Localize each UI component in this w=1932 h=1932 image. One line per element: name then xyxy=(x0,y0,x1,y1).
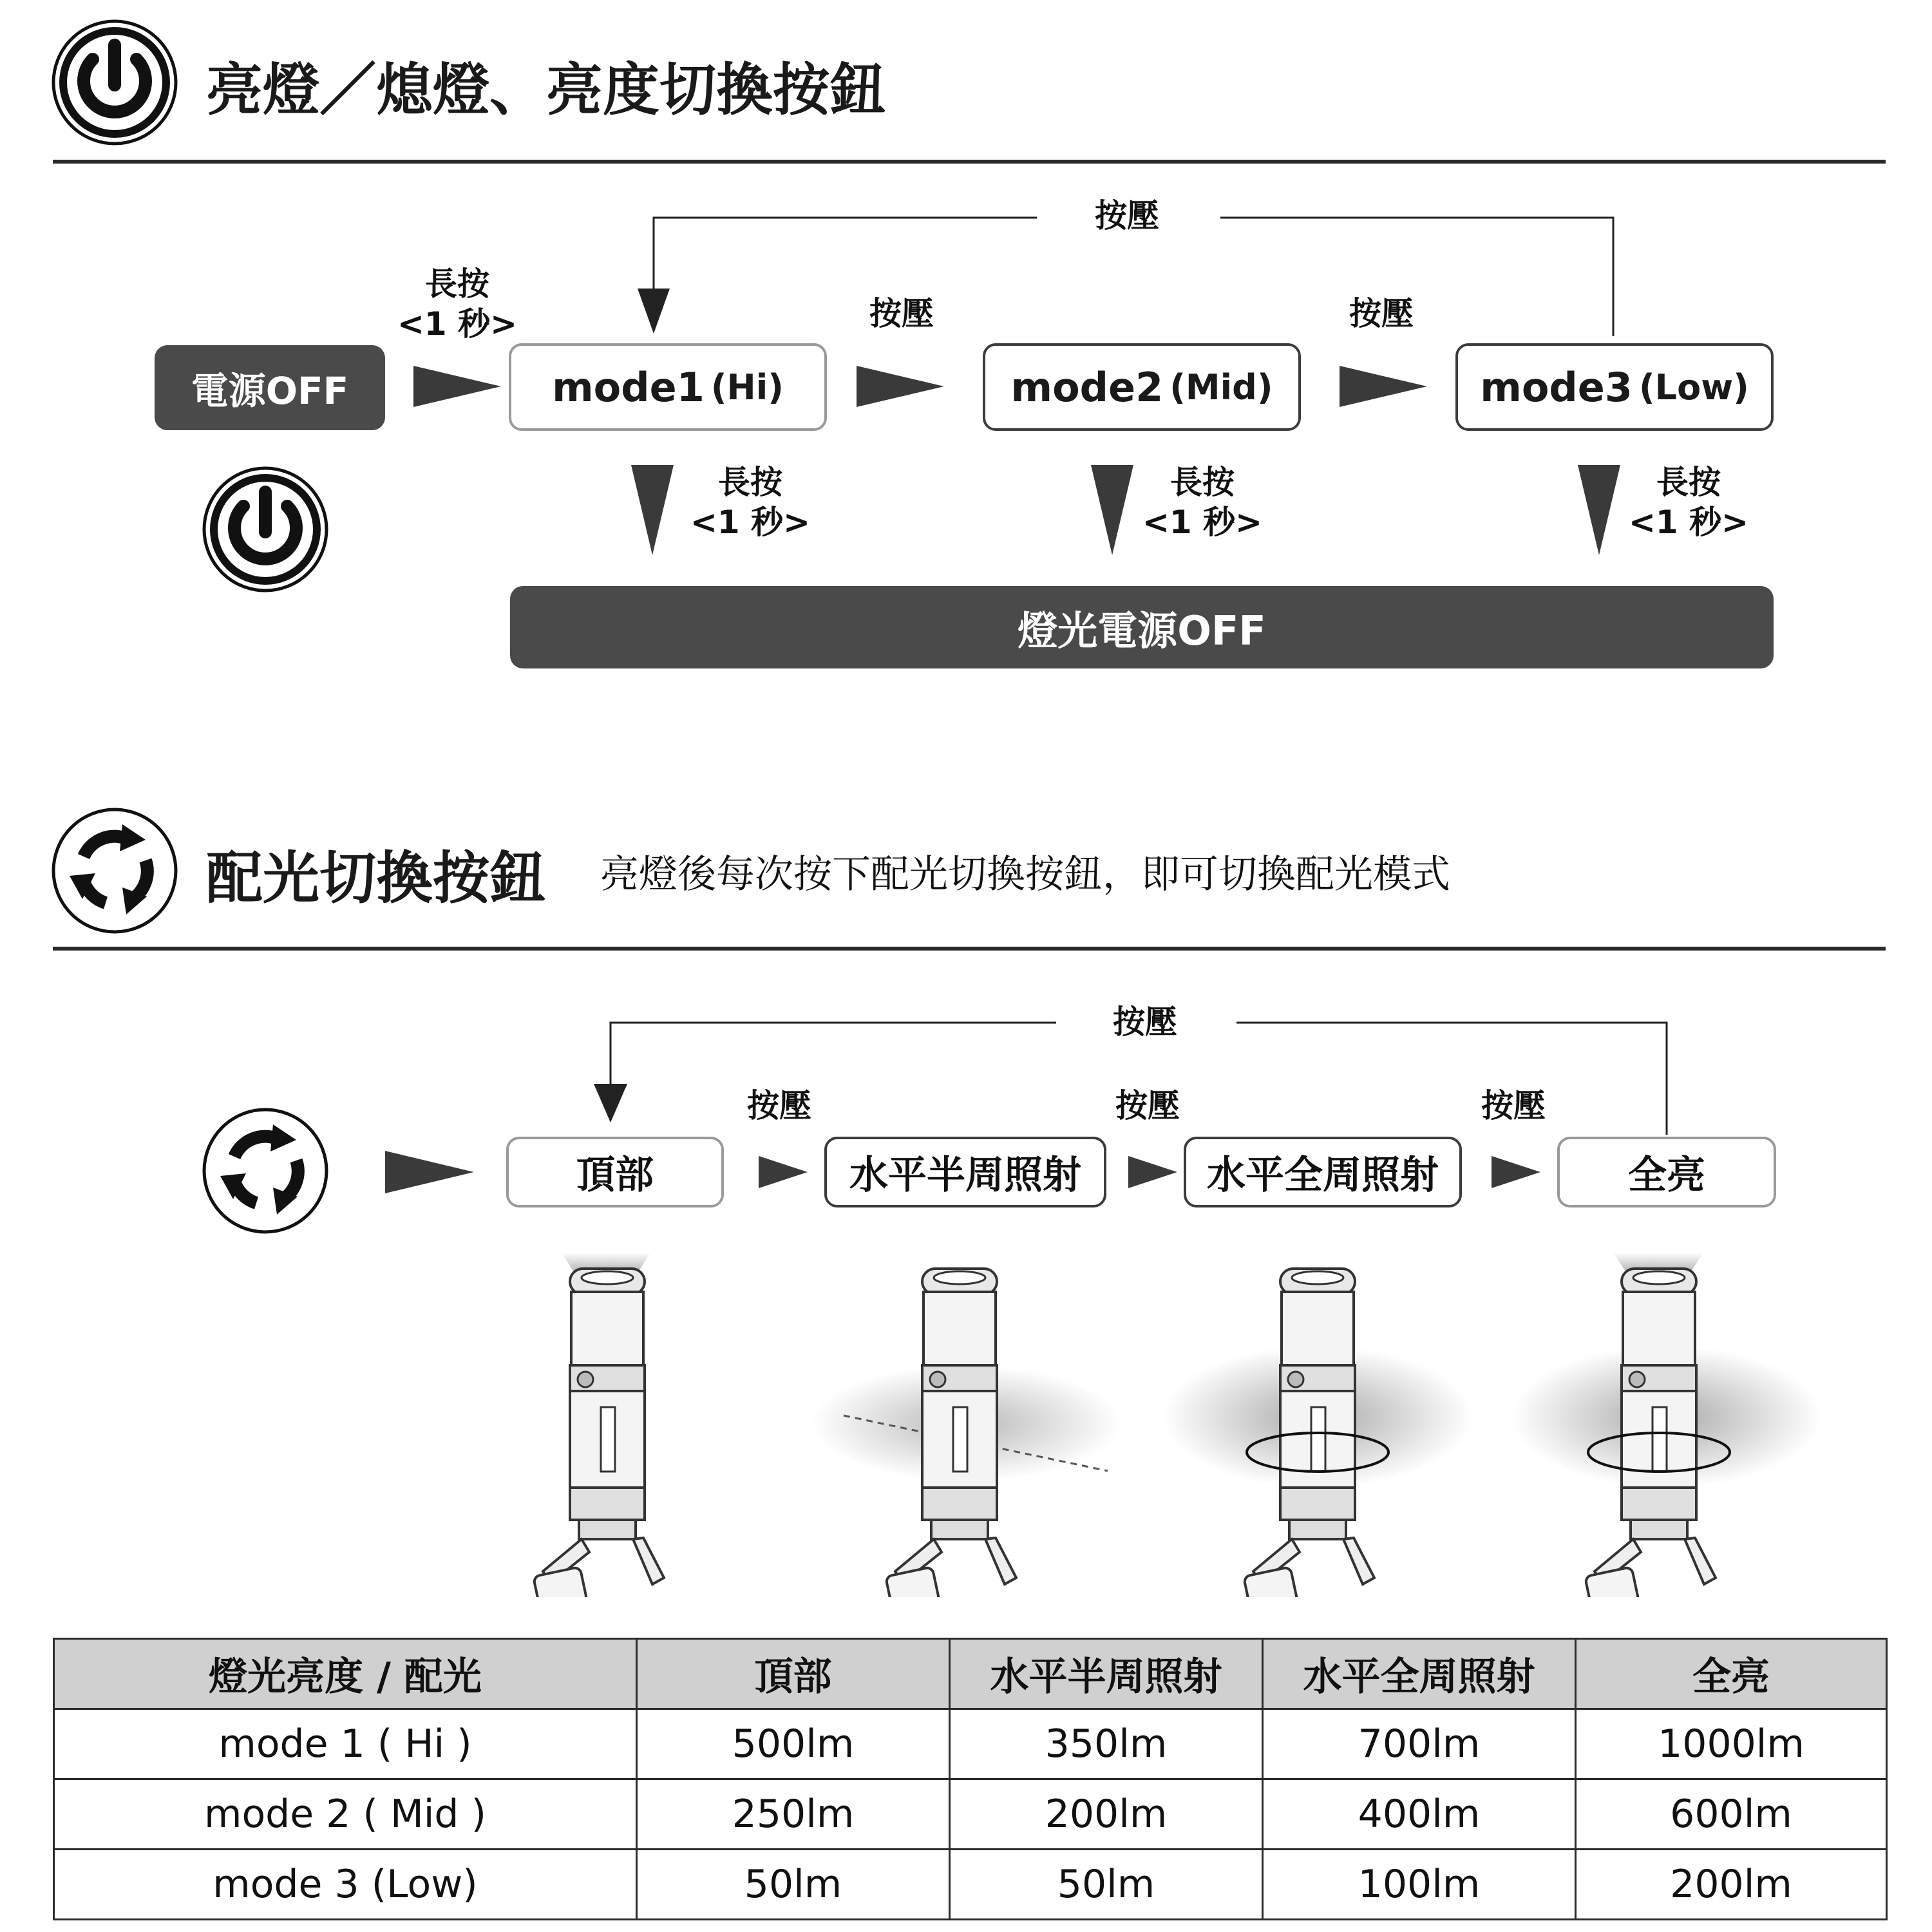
table-cell: 500lm xyxy=(637,1709,950,1779)
lumen-table xyxy=(53,1638,1888,1920)
table-cell: mode 2 ( Mid ) xyxy=(54,1779,637,1850)
beam-press-label-top: 按壓 xyxy=(1113,1003,1177,1041)
pattern-top-box: 頂部 xyxy=(506,1137,724,1208)
press-label-top: 按壓 xyxy=(1095,197,1159,234)
table-header-row xyxy=(54,1639,1887,1709)
long-press-label-mode2: 長按 <1 秒> xyxy=(1142,464,1262,541)
table-cell: mode 3 (Low) xyxy=(54,1850,637,1920)
table-header-cell: 全亮 xyxy=(1576,1639,1887,1709)
light-off-bar: 燈光電源OFF xyxy=(510,586,1774,668)
mode1-box: mode1 (Hi) xyxy=(509,343,827,431)
beam-press-label-2: 按壓 xyxy=(1115,1087,1180,1124)
table-row xyxy=(54,1850,1887,1920)
table-cell: 600lm xyxy=(1576,1779,1887,1850)
lantern-illustrations xyxy=(0,1211,1932,1597)
mode3-box: mode3 (Low) xyxy=(1455,343,1774,431)
table-cell: 700lm xyxy=(1263,1709,1576,1779)
press-label-1: 按壓 xyxy=(869,295,934,332)
long-press-label-mode1: 長按 <1 秒> xyxy=(690,464,810,541)
beam-press-label-1: 按壓 xyxy=(747,1087,811,1124)
power-button-icon xyxy=(201,465,330,594)
table-cell: 1000lm xyxy=(1576,1709,1887,1779)
table-row xyxy=(54,1709,1887,1779)
table-header-cell: 水平半周照射 xyxy=(950,1639,1263,1709)
table-cell: 100lm xyxy=(1263,1850,1576,1920)
press-label-2: 按壓 xyxy=(1349,295,1414,332)
beam-press-label-3: 按壓 xyxy=(1481,1087,1546,1124)
beam-section-subtitle: 亮燈後每次按下配光切換按鈕，即可切換配光模式 xyxy=(600,852,1450,897)
long-press-label-start: 長按 <1 秒> xyxy=(397,265,517,343)
table-cell: 200lm xyxy=(1576,1850,1887,1920)
table-cell: 50lm xyxy=(637,1850,950,1920)
cycle-icon xyxy=(50,806,179,935)
power-off-badge: 電源OFF xyxy=(155,345,385,430)
pattern-full-ring-box: 水平全周照射 xyxy=(1184,1137,1462,1208)
table-header-cell: 燈光亮度 / 配光 xyxy=(54,1639,637,1709)
power-section-title: 亮燈／熄燈、亮度切換按鈕 xyxy=(206,57,887,123)
table-cell: 50lm xyxy=(950,1850,1263,1920)
table-header-cell: 頂部 xyxy=(637,1639,950,1709)
table-row xyxy=(54,1779,1887,1850)
table-cell: 250lm xyxy=(637,1779,950,1850)
table-header-cell: 水平全周照射 xyxy=(1263,1639,1576,1709)
section-divider-2 xyxy=(53,947,1886,951)
table-cell: 400lm xyxy=(1263,1779,1576,1850)
table-cell: 350lm xyxy=(950,1709,1263,1779)
pattern-all-box: 全亮 xyxy=(1557,1137,1776,1208)
table-cell: 200lm xyxy=(950,1779,1263,1850)
table-cell: mode 1 ( Hi ) xyxy=(54,1709,637,1779)
beam-section-title: 配光切換按鈕 xyxy=(206,845,547,911)
mode2-box: mode2 (Mid) xyxy=(983,343,1301,431)
pattern-half-box: 水平半周照射 xyxy=(824,1137,1106,1208)
long-press-label-mode3: 長按 <1 秒> xyxy=(1629,464,1748,541)
